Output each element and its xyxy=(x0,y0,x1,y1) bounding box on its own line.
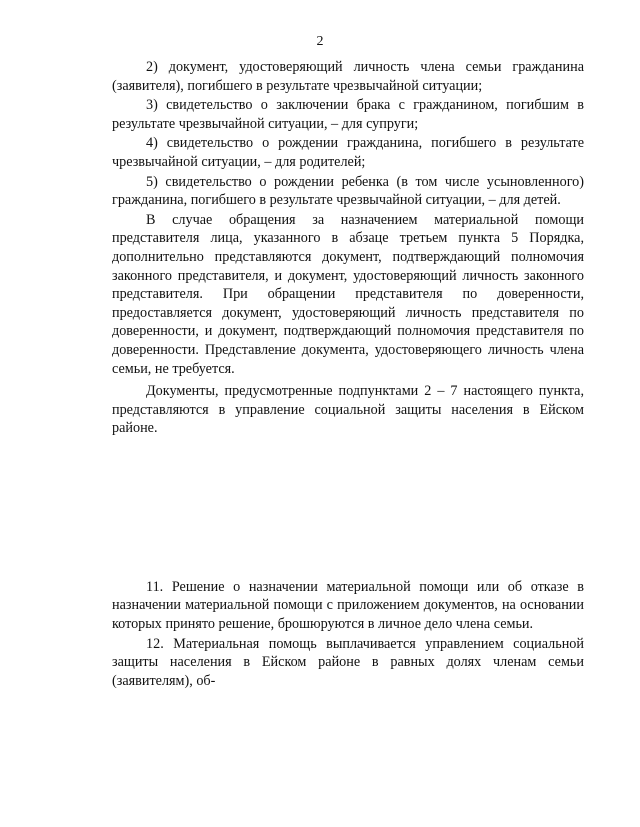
paragraph-item-2: 2) документ, удостоверяющий личность члена семьи гражданина (заявителя), погибшего в результате чрезвычайной ситуации; xyxy=(112,59,584,94)
document-body xyxy=(112,58,584,690)
paragraph-item-12: 12. Материальная помощь выплачивается управлением социальной защиты населения в Ейском районе в равных долях членам семьи (заявителям), об- xyxy=(112,635,584,689)
paragraph-representative: В случае обращения за назначением материальной помощи представителя лица, указанного в абзаце третьем пункта 5 Порядка, дополнительно представляются документ, подтверждающий полномочия законного представителя, и документ, удостоверяющий личность законного представителя. При обращении представителя по доверенности, предоставляется документ, удостоверяющий личность представителя по доверенности, и документ, подтверждающий полномочия представителя по доверенности. Представление документа, удостоверяющего личность члена семьи, не требуется. xyxy=(112,211,584,377)
page-number: 2 xyxy=(316,34,324,49)
paragraph-item-4: 4) свидетельство о рождении гражданина, погибшего в результате чрезвычайной ситуации, – для родителей; xyxy=(112,135,584,170)
paragraph-documents-submission: Документы, предусмотренные подпунктами 2 – 7 настоящего пункта, представляются в управление социальной защиты населения в Ейском районе. xyxy=(112,383,584,437)
paragraph-item-5: 5) свидетельство о рождении ребенка (в том числе усыновленного) гражданина, погибшего в результате чрезвычайной ситуации, – для детей. xyxy=(112,173,584,209)
paragraph-item-3: 3) свидетельство о заключении брака с гражданином, погибшим в результате чрезвычайной ситуации, – для супруги; xyxy=(112,97,584,132)
omitted-section-gap xyxy=(112,438,584,578)
paragraph-item-11: 11. Решение о назначении материальной помощи или об отказе в назначении материальной помощи с приложением документов, на основании которых принято решение, брошюруются в личное дело члена семьи. xyxy=(112,578,584,633)
